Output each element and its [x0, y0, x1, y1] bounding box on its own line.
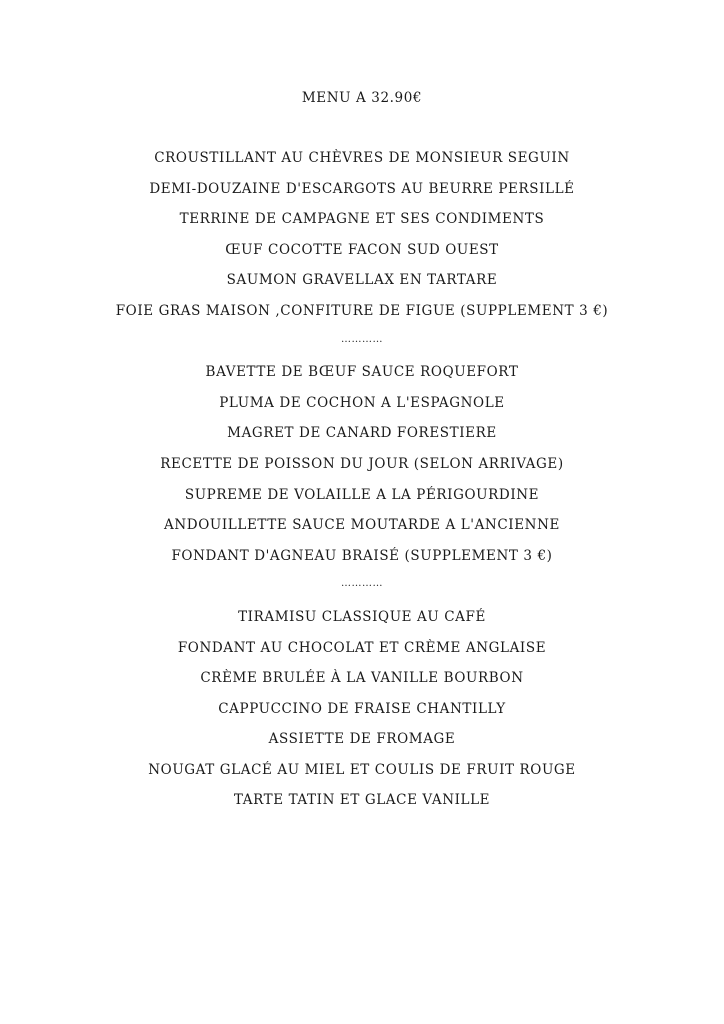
main-item: ANDOUILLETTE SAUCE MOUTARDE A L'ANCIENNE — [164, 517, 560, 534]
main-item: RECETTE DE POISSON DU JOUR (SELON ARRIVAGE) — [160, 455, 564, 472]
dessert-item: FONDANT AU CHOCOLAT ET CRÈME ANGLAISE — [177, 639, 547, 656]
starter-item: ŒUF COCOTTE FACON SUD OUEST — [225, 241, 499, 258]
starter-item: DEMI-DOUZAINE D'ESCARGOTS AU BEURRE PERSILLÉ — [149, 180, 575, 197]
main-item: MAGRET DE CANARD FORESTIERE — [227, 425, 497, 442]
dessert-item: TIRAMISU CLASSIQUE AU CAFÉ — [238, 608, 486, 625]
dessert-item: CAPPUCCINO DE FRAISE CHANTILLY — [218, 700, 506, 717]
starter-item: CROUSTILLANT AU CHÈVRES DE MONSIEUR SEGUIN — [154, 150, 570, 166]
main-item: BAVETTE DE BŒUF SAUCE ROQUEFORT — [205, 364, 519, 381]
starter-item: FOIE GRAS MAISON ,CONFITURE DE FIGUE (SUPPLEMENT 3 €) — [115, 302, 609, 319]
main-item: SUPREME DE VOLAILLE A LA PÉRIGOURDINE — [184, 486, 540, 503]
menu-list — [0, 148, 724, 821]
starter-item: TERRINE DE CAMPAGNE ET SES CONDIMENTS — [179, 211, 545, 228]
main-item: PLUMA DE COCHON A L'ESPAGNOLE — [219, 394, 505, 411]
dessert-item: CRÈME BRULÉE À LA VANILLE BOURBON — [200, 670, 524, 687]
dessert-item: ASSIETTE DE FROMAGE — [268, 731, 456, 748]
course-separator: ………… — [341, 578, 383, 590]
dessert-item: TARTE TATIN ET GLACE VANILLE — [233, 792, 491, 809]
dessert-item: NOUGAT GLACÉ AU MIEL ET COULIS DE FRUIT ROUGE — [148, 761, 576, 778]
main-item: FONDANT D'AGNEAU BRAISÉ (SUPPLEMENT 3 €) — [171, 547, 553, 564]
menu-title: MENU A 32.90€ — [301, 90, 423, 106]
starter-item: SAUMON GRAVELLAX EN TARTARE — [226, 272, 498, 289]
course-separator: ………… — [341, 333, 383, 345]
